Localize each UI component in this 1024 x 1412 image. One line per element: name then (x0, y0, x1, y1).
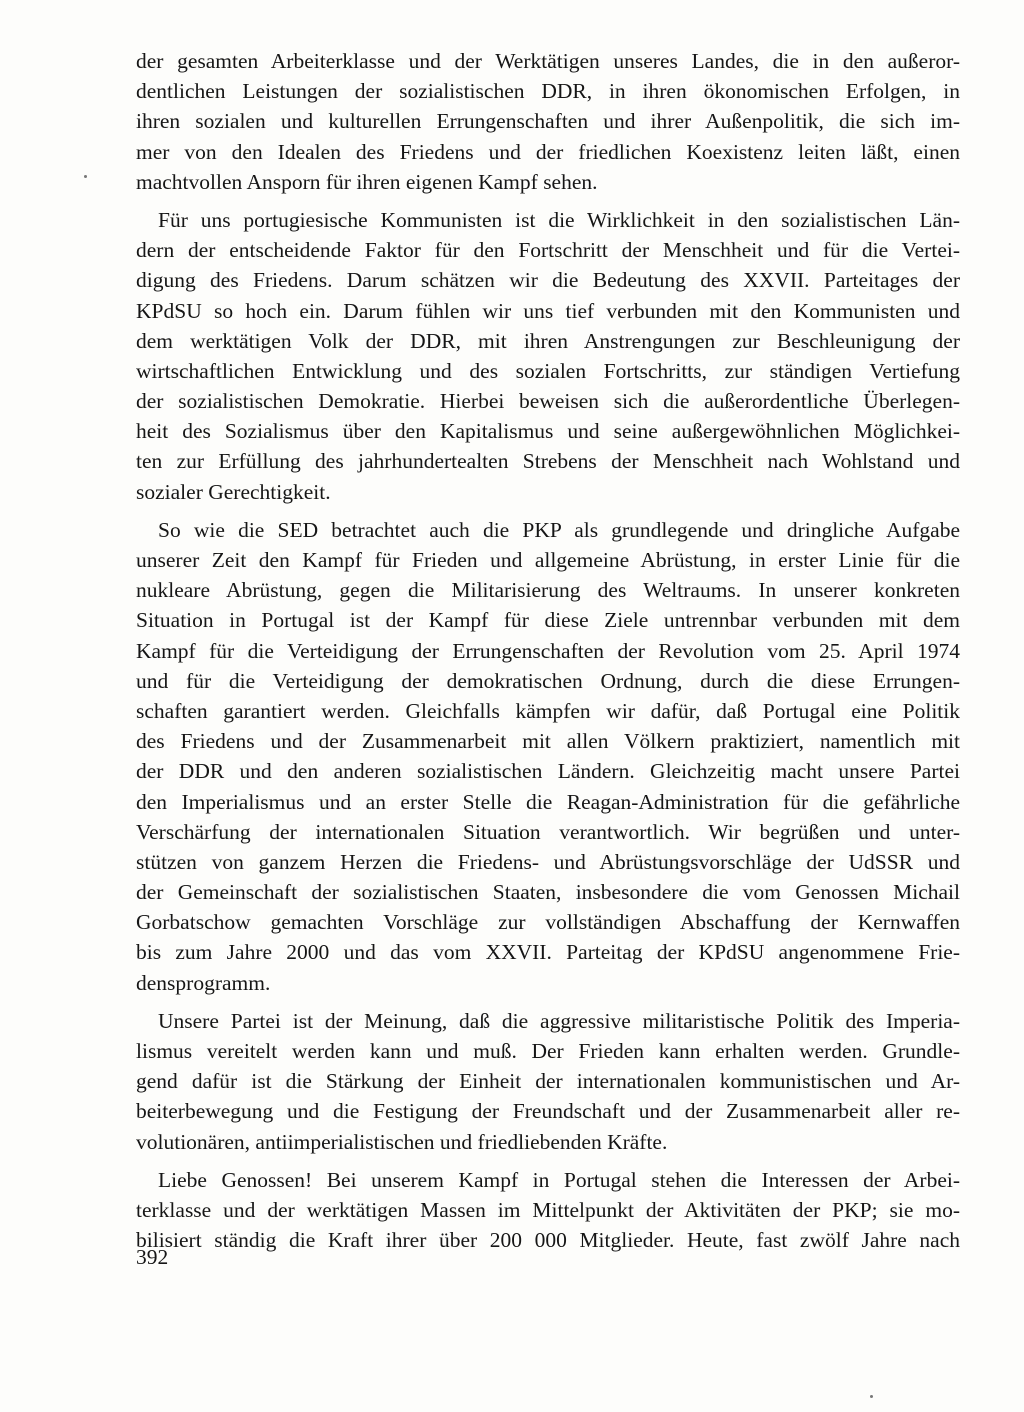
text-line: volutionären, antiimperialistischen und friedliebenden Kräfte. (136, 1129, 668, 1154)
text-line: beiterbewegung und die Festigung der Freundschaft und der Zusammenarbeit aller re- (136, 1099, 960, 1124)
text-line: den Imperialismus und an erster Stelle die Reagan-Administration für die gefährliche (136, 789, 960, 814)
text-line: unserer Zeit den Kampf für Frieden und allgemeine Abrüstung, in erster Linie für die (136, 548, 960, 572)
text-line: stützen von ganzem Herzen die Friedens- und Abrüstungsvorschläge der UdSSR und (136, 849, 960, 874)
text-line: des Friedens und der Zusammenarbeit mit allen Völkern praktiziert, namentlich mit (136, 729, 960, 754)
text-line: mer von den Idealen des Friedens und der friedlichen Koexistenz leiten läßt, einen (136, 139, 960, 164)
text-line: Kampf für die Verteidigung der Errungenschaften der Revolution vom 25. April 1974 (136, 638, 960, 663)
paragraph (136, 1006, 960, 1157)
paragraph (136, 46, 960, 197)
text-line: lismus vereitelt werden kann und muß. Der Frieden kann erhalten werden. Grundle- (136, 1039, 960, 1063)
text-line: Verschärfung der internationalen Situation verantwortlich. Wir begrüßen und unter- (136, 819, 960, 844)
text-line: terklasse und der werktätigen Massen im Mittelpunkt der Aktivitäten der PKP; sie mo- (136, 1197, 960, 1222)
text-line: bilisiert ständig die Kraft ihrer über 200 000 Mitglieder. Heute, fast zwölf Jahre nach (136, 1228, 960, 1253)
text-line: der sozialistischen Demokratie. Hierbei beweisen sich die außerordentliche Überlegen- (136, 389, 960, 414)
text-line: bis zum Jahre 2000 und das vom XXVII. Parteitag der KPdSU angenommene Frie- (136, 940, 960, 965)
text-line: schaften garantiert werden. Gleichfalls kämpfen wir dafür, daß Portugal eine Politik (136, 698, 960, 723)
text-line: dern der entscheidende Faktor für den Fortschritt der Menschheit und für die Vertei- (136, 238, 960, 263)
text-line: dentlichen Leistungen der sozialistischen DDR, in ihren ökonomischen Erfolgen, in (136, 79, 960, 104)
text-line: gend dafür ist die Stärkung der Einheit der internationalen kommunistischen und Ar- (136, 1069, 960, 1094)
text-line: Unsere Partei ist der Meinung, daß die aggressive militaristische Politik des Imperia- (158, 1008, 960, 1033)
text-line: nukleare Abrüstung, gegen die Militarisierung des Weltraums. In unserer konkreten (136, 578, 960, 603)
text-line: So wie die SED betrachtet auch die PKP als grundlegende und dringliche Aufgabe (158, 517, 960, 542)
text-line: Situation in Portugal ist der Kampf für diese Ziele untrennbar verbunden mit dem (136, 608, 960, 633)
paragraph-gap (136, 998, 960, 1006)
text-line: Für uns portugiesische Kommunisten ist die Wirklichkeit in den sozialistischen Län- (158, 207, 960, 232)
paragraph (136, 1165, 960, 1256)
text-line: ihren sozialen und kulturellen Errungenschaften und ihrer Außenpolitik, die sich im- (136, 109, 960, 134)
scan-speck (870, 1395, 873, 1398)
text-line: machtvollen Ansporn für ihren eigenen Kampf sehen. (136, 169, 598, 194)
page-number: 392 (136, 1245, 169, 1269)
text-line: ten zur Erfüllung des jahrhundertealten Strebens der Menschheit nach Wohlstand und (136, 449, 960, 474)
text-line: wirtschaftlichen Entwicklung und des sozialen Fortschritts, zur ständigen Vertiefung (136, 358, 960, 383)
text-line: und für die Verteidigung der demokratischen Ordnung, durch die diese Errungen- (136, 668, 960, 693)
text-line: der Gemeinschaft der sozialistischen Staaten, insbesondere die vom Genossen Michail (136, 880, 960, 905)
text-line: KPdSU so hoch ein. Darum fühlen wir uns tief verbunden mit den Kommunisten und (136, 298, 960, 323)
text-line: densprogramm. (136, 970, 271, 995)
paragraph-gap (136, 1157, 960, 1165)
text-line: heit des Sozialismus über den Kapitalismus und seine außergewöhnlichen Möglichkei- (136, 419, 960, 444)
text-line: Liebe Genossen! Bei unserem Kampf in Portugal stehen die Interessen der Arbei- (158, 1167, 960, 1192)
body-text (136, 46, 960, 1255)
text-line: der DDR und den anderen sozialistischen Ländern. Gleichzeitig macht unsere Partei (136, 759, 960, 784)
paragraph (136, 205, 960, 507)
paragraph (136, 515, 960, 998)
text-line: dem werktätigen Volk der DDR, mit ihren Anstrengungen zur Beschleunigung der (136, 328, 960, 353)
paragraph-gap (136, 197, 960, 205)
scan-speck (84, 175, 87, 178)
paragraph-gap (136, 507, 960, 515)
text-line: sozialer Gerechtigkeit. (136, 479, 331, 504)
text-line: der gesamten Arbeiterklasse und der Werktätigen unseres Landes, die in den außeror- (136, 49, 960, 73)
text-line: digung des Friedens. Darum schätzen wir die Bedeutung des XXVII. Parteitages der (136, 268, 960, 293)
text-line: Gorbatschow gemachten Vorschläge zur vollständigen Abschaffung der Kernwaffen (136, 910, 960, 935)
